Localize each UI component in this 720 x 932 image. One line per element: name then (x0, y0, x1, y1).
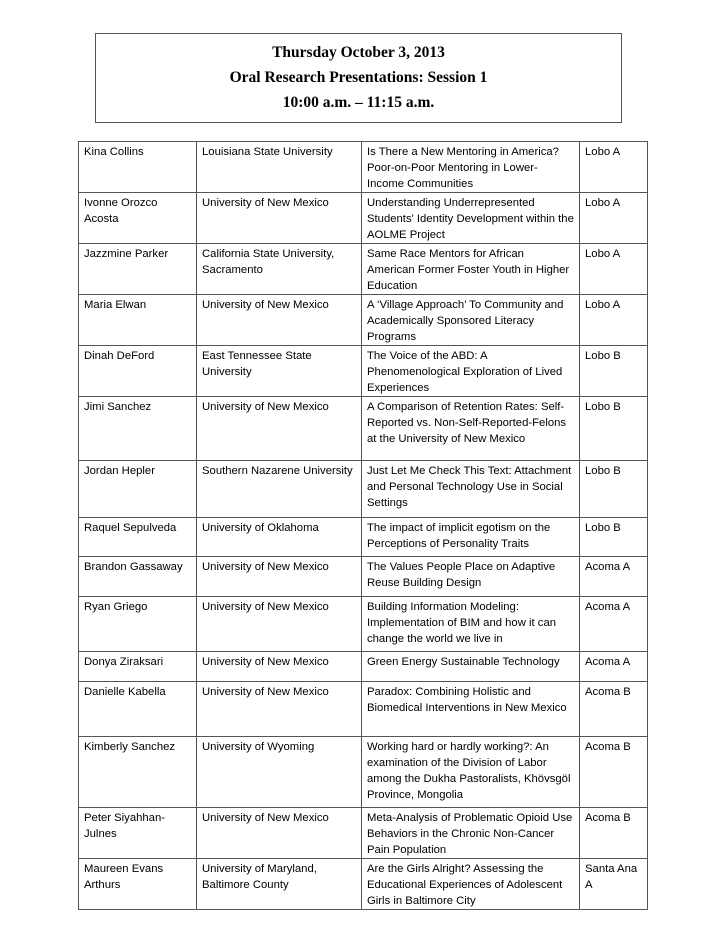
presentation-room: Lobo A (580, 244, 648, 295)
presentation-room: Acoma B (580, 737, 648, 808)
presenter-name: Raquel Sepulveda (79, 518, 197, 557)
presentation-title: Is There a New Mentoring in America? Poor-on-Poor Mentoring in Lower-Income Communities (362, 142, 580, 193)
presentation-title: Working hard or hardly working?: An examination of the Division of Labor among the Dukha Pastoralists, Khövsgöl Province, Mongolia (362, 737, 580, 808)
presentation-room: Lobo A (580, 142, 648, 193)
presentation-title: Understanding Underrepresented Students' Identity Development within the AOLME Project (362, 193, 580, 244)
table-row (79, 397, 648, 461)
table-row (79, 597, 648, 652)
table-row (79, 142, 648, 193)
presenter-university: University of Maryland, Baltimore County (197, 859, 362, 910)
presenter-name: Dinah DeFord (79, 346, 197, 397)
header-time: 10:00 a.m. – 11:15 a.m. (282, 94, 435, 111)
presenter-name: Donya Ziraksari (79, 652, 197, 682)
presentation-room: Lobo B (580, 518, 648, 557)
presenter-university: University of New Mexico (197, 193, 362, 244)
presenter-name: Maria Elwan (79, 295, 197, 346)
presentation-title: Building Information Modeling: Implementation of BIM and how it can change the world we live in (362, 597, 580, 652)
presentation-room: Lobo A (580, 193, 648, 244)
table-row (79, 682, 648, 737)
presentation-room: Santa Ana A (580, 859, 648, 910)
presentation-title: Just Let Me Check This Text: Attachment and Personal Technology Use in Social Settings (362, 461, 580, 518)
presenter-university: California State University, Sacramento (197, 244, 362, 295)
presenter-university: Southern Nazarene University (197, 461, 362, 518)
presentation-room: Acoma A (580, 652, 648, 682)
presenter-name: Kina Collins (79, 142, 197, 193)
presentation-room: Lobo B (580, 346, 648, 397)
presentation-room: Acoma A (580, 557, 648, 597)
presentation-title: Green Energy Sustainable Technology (362, 652, 580, 682)
table-row (79, 652, 648, 682)
table-row (79, 461, 648, 518)
presenter-university: University of New Mexico (197, 652, 362, 682)
presenter-name: Brandon Gassaway (79, 557, 197, 597)
table-row (79, 193, 648, 244)
presenter-university: University of New Mexico (197, 557, 362, 597)
presenter-university: East Tennessee State University (197, 346, 362, 397)
presenter-name: Kimberly Sanchez (79, 737, 197, 808)
presentation-title: The impact of implicit egotism on the Perceptions of Personality Traits (362, 518, 580, 557)
presenter-university: University of Oklahoma (197, 518, 362, 557)
table-row (79, 859, 648, 910)
presenter-university: University of New Mexico (197, 597, 362, 652)
presenter-university: University of New Mexico (197, 808, 362, 859)
presentation-title: Same Race Mentors for African American Former Foster Youth in Higher Education (362, 244, 580, 295)
presentation-room: Acoma B (580, 682, 648, 737)
table-row (79, 808, 648, 859)
table-row (79, 737, 648, 808)
presentation-title: The Values People Place on Adaptive Reuse Building Design (362, 557, 580, 597)
header-date: Thursday October 3, 2013 (272, 44, 445, 61)
presentation-title: Meta-Analysis of Problematic Opioid Use Behaviors in the Chronic Non-Cancer Pain Population (362, 808, 580, 859)
header-session: Oral Research Presentations: Session 1 (229, 69, 488, 86)
presenter-name: Danielle Kabella (79, 682, 197, 737)
presentation-title: Are the Girls Alright? Assessing the Educational Experiences of Adolescent Girls in Baltimore City (362, 859, 580, 910)
presenter-university: Louisiana State University (197, 142, 362, 193)
presentation-room: Acoma B (580, 808, 648, 859)
presentation-title: Paradox: Combining Holistic and Biomedical Interventions in New Mexico (362, 682, 580, 737)
table-row (79, 557, 648, 597)
presentation-room: Lobo B (580, 397, 648, 461)
presenter-university: University of Wyoming (197, 737, 362, 808)
table-row (79, 295, 648, 346)
presentation-title: The Voice of the ABD: A Phenomenological Exploration of Lived Experiences (362, 346, 580, 397)
table-row (79, 244, 648, 295)
header-box (95, 33, 622, 123)
presenter-name: Jimi Sanchez (79, 397, 197, 461)
presentation-title: A ‘Village Approach’ To Community and Academically Sponsored Literacy Programs (362, 295, 580, 346)
presenter-university: University of New Mexico (197, 295, 362, 346)
presentation-room: Lobo B (580, 461, 648, 518)
schedule-table (78, 141, 648, 910)
table-row (79, 346, 648, 397)
presenter-name: Jazzmine Parker (79, 244, 197, 295)
presenter-university: University of New Mexico (197, 397, 362, 461)
presenter-university: University of New Mexico (197, 682, 362, 737)
presenter-name: Maureen Evans Arthurs (79, 859, 197, 910)
table-row (79, 518, 648, 557)
presenter-name: Ivonne Orozco Acosta (79, 193, 197, 244)
presentation-room: Acoma A (580, 597, 648, 652)
presenter-name: Ryan Griego (79, 597, 197, 652)
presentation-title: A Comparison of Retention Rates: Self-Reported vs. Non-Self-Reported-Felons at the University of New Mexico (362, 397, 580, 461)
presentation-room: Lobo A (580, 295, 648, 346)
presenter-name: Peter Siyahhan-Julnes (79, 808, 197, 859)
presenter-name: Jordan Hepler (79, 461, 197, 518)
